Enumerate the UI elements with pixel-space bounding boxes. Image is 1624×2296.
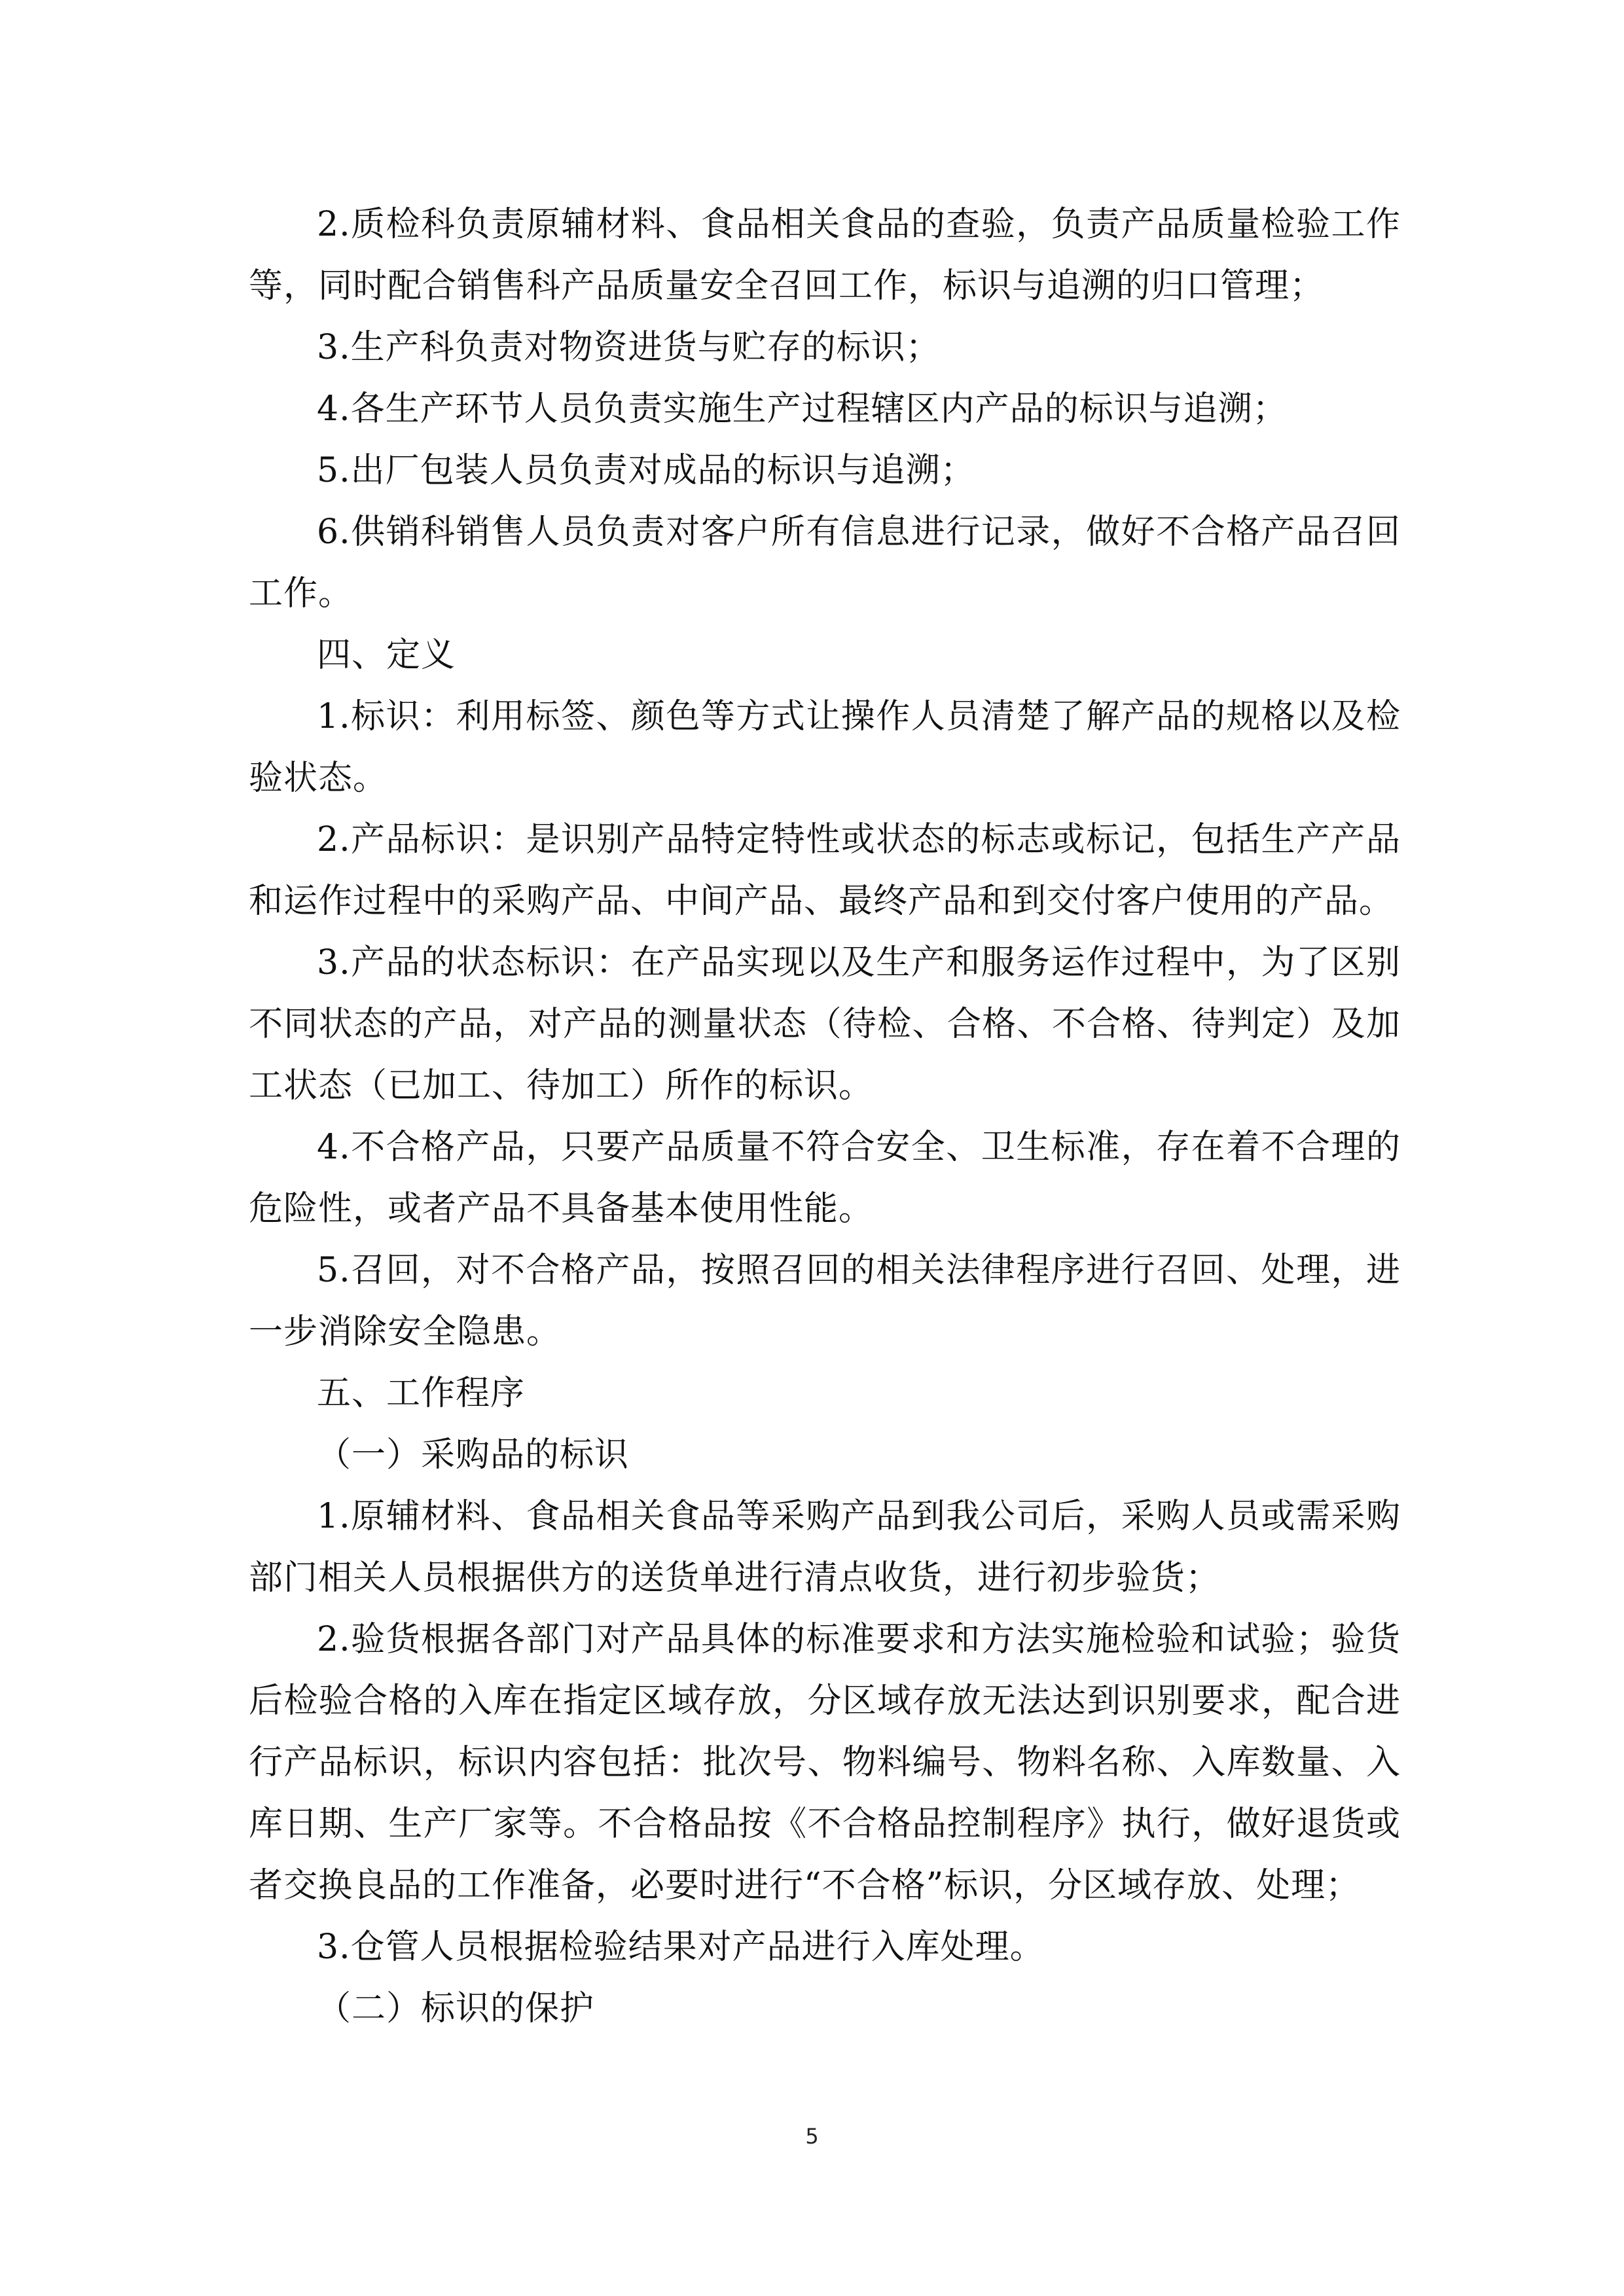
section-heading-procedure: 五、工作程序 — [317, 1374, 526, 1413]
paragraph-production-duties: 3.生产科负责对物资进货与贮存的标识； — [317, 328, 941, 367]
paragraph-qc-duties: 2.质检科负责原辅材料、食品相关食品的查验，负责产品质量检验工作等，同时配合销售科产品质量安全召回工作，标识与追溯的归口管理； — [249, 205, 1401, 306]
paragraph-purchase-receiving: 1.原辅材料、食品相关食品等采购产品到我公司后，采购人员或需采购部门相关人员根据供方的送货单进行清点收货，进行初步验货； — [249, 1497, 1401, 1598]
paragraph-definition-product-identification: 2.产品标识：是识别产品特定特性或状态的标志或标记，包括生产产品和运作过程中的采购产品、中间产品、最终产品和到交付客户使用的产品。 — [249, 820, 1401, 921]
paragraph-definition-recall: 5.召回，对不合格产品，按照召回的相关法律程序进行召回、处理，进一步消除安全隐患。 — [249, 1251, 1401, 1352]
page-number: 5 — [805, 2124, 819, 2149]
subsection-heading-identification-protection: （二）标识的保护 — [317, 1989, 595, 2028]
paragraph-production-staff-duties: 4.各生产环节人员负责实施生产过程辖区内产品的标识与追溯； — [317, 389, 1288, 429]
paragraph-purchase-inspection: 2.验货根据各部门对产品具体的标准要求和方法实施检验和试验；验货后检验合格的入库在指定区域存放，分区域存放无法达到识别要求，配合进行产品标识，标识内容包括：批次号、物料编号、物料名称、入库数量、入库日期、生产厂家等。不合格品按《不合格品控制程序》执行，做好退货或者交换良品的工作准备，必要时进行“不合格”标识，分区域存放、处理； — [249, 1620, 1401, 1905]
paragraph-definition-status-identification: 3.产品的状态标识：在产品实现以及生产和服务运作过程中，为了区别不同状态的产品，对产品的测量状态（待检、合格、不合格、待判定）及加工状态（已加工、待加工）所作的标识。 — [249, 943, 1401, 1105]
subsection-heading-purchase-identification: （一）采购品的标识 — [317, 1435, 630, 1475]
document-body — [249, 194, 1401, 2039]
paragraph-definition-identification: 1.标识：利用标签、颜色等方式让操作人员清楚了解产品的规格以及检验状态。 — [249, 697, 1401, 798]
paragraph-definition-nonconforming: 4.不合格产品，只要产品质量不符合安全、卫生标准，存在着不合理的危险性，或者产品不具备基本使用性能。 — [249, 1128, 1401, 1229]
paragraph-warehouse-processing: 3.仓管人员根据检验结果对产品进行入库处理。 — [317, 1928, 1045, 1967]
paragraph-sales-duties: 6.供销科销售人员负责对客户所有信息进行记录，做好不合格产品召回工作。 — [249, 512, 1401, 613]
section-heading-definitions: 四、定义 — [317, 636, 456, 675]
paragraph-packaging-duties: 5.出厂包装人员负责对成品的标识与追溯； — [317, 451, 975, 490]
